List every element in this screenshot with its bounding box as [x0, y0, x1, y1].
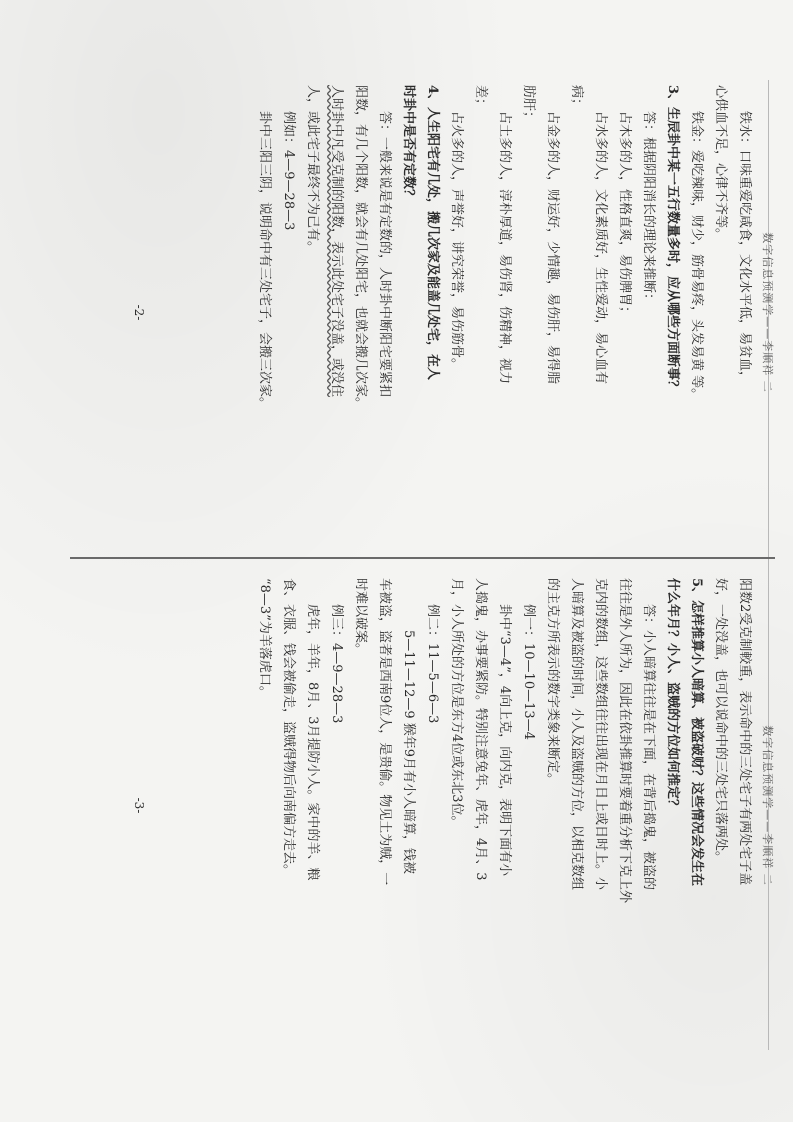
text-line: 好，一处没盖，也可以说命中的三处宅只落两处。 [713, 578, 728, 865]
page-2 [130, 75, 778, 550]
text-line: 阳数，有几个阳数，就会有几处阳宅，也就会搬几次家。 [353, 85, 368, 411]
text-line: 答：小人暗算往往是在下面，在背后捣鬼，被盗的 [641, 604, 656, 891]
text-line: 人捣鬼，办事要紧防。特别注意兔年、虎年，4月、3 [473, 578, 488, 881]
page-3-body [252, 578, 756, 1019]
text-line: 月，小人所处的方位是东方4位或东北3位。 [449, 578, 464, 829]
text-line: 人暗算及被盗的时间，小人及盗贼的方位，以相克数组 [569, 578, 584, 891]
text-line: “8—3”为羊落虎口。 [257, 578, 272, 699]
question-line: 4、人生阳宅有几处，搬几次家及能盖几处宅，在人 [425, 85, 440, 381]
text-line: 克内的数组，这些数组往往出现在月日上或日时上。小 [593, 578, 608, 891]
page-3 [130, 568, 778, 1043]
page-2-number: -2- [132, 304, 146, 321]
question-line: 5、怎样推算小人暗算、被盗破财？这些情况会发生在 [689, 578, 704, 887]
question-line: 3、生辰卦中某一五行数量多时，应从哪些方面断事？ [665, 85, 680, 394]
text-line: 食、衣服、钱会被偷走，盗贼得物后向南偏方走去。 [281, 578, 296, 878]
example-line: 例二：11—5—6—3 [425, 604, 440, 724]
text-line: 5—11—12—9 猴年9月有小人暗算，钱被 [401, 630, 416, 875]
page-2-header: 数字信息预测学——李顺祥 二 [761, 232, 774, 393]
text-line: 占火多的人，声誉好，讲究荣誉，易伤筋骨。 [449, 111, 464, 372]
text-line: 肪肝； [521, 85, 536, 125]
text-line: 往往是外人所为，因此在依卦推算时要着重分析下克上外 [617, 578, 632, 904]
text-line: 阳数2受克制較重，表示命中的三处宅子有两处宅子盖 [737, 578, 752, 886]
text-line: 心供血不足，心律不齐等。 [713, 85, 728, 242]
text-line: 车被盗，盗者是西南9位人，是贵偷。物见土为贼，一 [377, 578, 392, 886]
page-3-header: 数字信息预测学——李顺祥 二 [761, 725, 774, 886]
text-line: 占水多的人，文化素质好，生性爱动，易心血有 [593, 111, 608, 385]
text-line: 时难以破案。 [353, 578, 368, 657]
text-line: 的主克方所表示的数字类象来断定。 [545, 578, 560, 787]
text-line: 铁金：爱吃辣味，财少，筋骨易疼，头发易黄 等。 [689, 111, 704, 402]
text-line: 卦中“3—4”，4向上克，向内克，表明下面有小 [497, 604, 512, 877]
page-3-rotated [130, 568, 778, 1043]
text-line: 卦中三阳三阴，说明命中有三处宅子，会搬三次家。 [257, 111, 272, 411]
question-line: 什么年月？小人、盗贼的方位如何推定？ [665, 578, 680, 813]
page-3-number: -3- [132, 797, 146, 814]
text-line: 答：根据阴阳消长的理论来推断： [641, 111, 656, 307]
text-line: 差； [473, 85, 488, 112]
example-line: 例三：4—9—28—3 [329, 604, 344, 724]
text-line: 病； [569, 85, 584, 112]
text-line: 占土多的人，淳朴厚道，易伤肾，伤精神，视力 [497, 111, 512, 385]
text-line: 铁水：口味重爱吃咸食，文化水平低，易贫血， [737, 111, 752, 385]
page-2-body [252, 85, 756, 526]
text-line: 答：一般来说是有定数的，人时卦中断阳宅要紧扣 [377, 111, 392, 398]
question-line: 时卦中是否有定数？ [401, 85, 416, 203]
text-line: 占木多的人，性格直爽，易伤脾胃； [617, 111, 632, 320]
page-divider [70, 557, 775, 559]
underlined-line: 人时卦中凡受克制的阳数，表示此处宅子没盖，或没住 [329, 85, 344, 398]
example-line: 例如：4—9—28—3 [281, 111, 296, 231]
page-2-rotated [130, 75, 778, 550]
example-line: 例一：10—10—13—4 [521, 604, 536, 740]
text-line: 人，或此宅子最终不为己有。 [305, 85, 320, 255]
text-line: 占金多的人，财运好，少情趣，易伤肝，易得脂 [545, 111, 560, 385]
text-line: 虎年，羊年，8月、3月提防小人。家中的羊、粮 [305, 604, 320, 881]
